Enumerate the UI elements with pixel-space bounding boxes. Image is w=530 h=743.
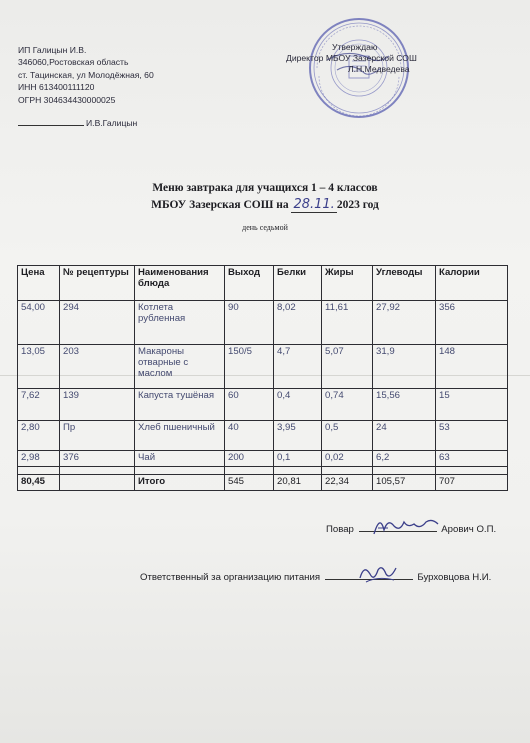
table-cell: Макароны отварные с маслом (135, 345, 225, 389)
table-cell: 11,61 (322, 301, 373, 345)
approval-title: Утверждаю (332, 42, 378, 52)
table-row (18, 451, 508, 467)
table-row (18, 345, 508, 389)
table-row (18, 301, 508, 345)
column-header: № рецептуры (60, 266, 135, 301)
table-cell: 0,74 (322, 389, 373, 421)
cook-handwritten-signature (370, 510, 442, 540)
supplier-block (18, 44, 154, 106)
table-cell: Пр (60, 421, 135, 451)
table-cell: 8,02 (274, 301, 322, 345)
approval-block (286, 42, 417, 75)
cook-label: Повар (326, 524, 354, 535)
table-cell: 60 (225, 389, 274, 421)
supplier-address-2: ст. Тацинская, ул Молодёжная, 60 (18, 69, 154, 80)
responsible-name: Бурховцова Н.И. (417, 572, 492, 583)
column-header: Цена (18, 266, 60, 301)
menu-school-date (0, 197, 530, 212)
table-cell (60, 475, 135, 491)
table-cell: 2,80 (18, 421, 60, 451)
column-header: Белки (274, 266, 322, 301)
supplier-signature-name: И.В.Галицын (86, 118, 138, 128)
menu-year: 2023 год (336, 199, 379, 211)
table-cell: 0,5 (322, 421, 373, 451)
table-cell: 0,02 (322, 451, 373, 467)
table-total-row (18, 475, 508, 491)
table-cell: 27,92 (373, 301, 436, 345)
table-cell: Чай (135, 451, 225, 467)
table-cell: 63 (436, 451, 508, 467)
table-cell: 376 (60, 451, 135, 467)
table-cell: Хлеб пшеничный (135, 421, 225, 451)
table-cell: 2,98 (18, 451, 60, 467)
table-row (18, 389, 508, 421)
table-cell: 150/5 (225, 345, 274, 389)
total-label: Итого (135, 475, 225, 491)
table-cell: 4,7 (274, 345, 322, 389)
supplier-name: ИП Галицын И.В. (18, 45, 87, 55)
table-cell: 356 (436, 301, 508, 345)
table-cell: 6,2 (373, 451, 436, 467)
table-cell: 24 (373, 421, 436, 451)
column-header: Калории (436, 266, 508, 301)
total-price: 80,45 (18, 475, 60, 491)
table-cell: 139 (60, 389, 135, 421)
column-header: Выход (225, 266, 274, 301)
responsible-handwritten-signature (356, 560, 400, 586)
table-cell: Котлета рубленная (135, 301, 225, 345)
table-cell: 200 (225, 451, 274, 467)
table-cell: 15,56 (373, 389, 436, 421)
table-cell: 294 (60, 301, 135, 345)
supplier-signature-line (18, 118, 137, 128)
responsible-label: Ответственный за организацию питания (140, 572, 321, 583)
supplier-inn: ИНН 613400111120 (18, 82, 95, 93)
table-cell: 31,9 (373, 345, 436, 389)
table-cell: 203 (60, 345, 135, 389)
table-cell: Капуста тушёная (135, 389, 225, 421)
menu-day: день седьмой (242, 223, 288, 232)
cook-name: Арович О.П. (441, 524, 497, 535)
school-prefix: МБОУ Зазерская СОШ на (151, 199, 289, 211)
table-cell: 5,07 (322, 345, 373, 389)
supplier-ogrn: ОГРН 304634430000025 (18, 94, 116, 105)
menu-date: 28.11. (293, 197, 335, 212)
menu-table (17, 265, 508, 491)
table-row (18, 421, 508, 451)
table-cell: 0,1 (274, 451, 322, 467)
approval-position: Директор МБОУ Зазерской СОШ (286, 53, 417, 63)
table-cell: 148 (436, 345, 508, 389)
table-cell: 40 (225, 421, 274, 451)
table-cell: 7,62 (18, 389, 60, 421)
total-fats: 22,34 (322, 475, 373, 491)
column-header: Наименования блюда (135, 266, 225, 301)
table-cell: 13,05 (18, 345, 60, 389)
total-calories: 707 (436, 475, 508, 491)
menu-title: Меню завтрака для учащихся 1 – 4 классов (152, 182, 378, 194)
responsible-signature-row (140, 572, 491, 583)
total-proteins: 20,81 (274, 475, 322, 491)
table-spacer-row (18, 467, 508, 475)
total-output: 545 (225, 475, 274, 491)
total-carbs: 105,57 (373, 475, 436, 491)
table-cell: 53 (436, 421, 508, 451)
table-cell: 3,95 (274, 421, 322, 451)
table-cell: 54,00 (18, 301, 60, 345)
table-header-row (18, 266, 508, 301)
signature-blank (18, 125, 84, 126)
supplier-address-1: 346060,Ростовская область (18, 57, 129, 68)
column-header: Углеводы (373, 266, 436, 301)
column-header: Жиры (322, 266, 373, 301)
table-cell: 15 (436, 389, 508, 421)
table-cell: 90 (225, 301, 274, 345)
approval-director-name: Л.Н.Медведева (348, 64, 410, 74)
table-cell: 0,4 (274, 389, 322, 421)
